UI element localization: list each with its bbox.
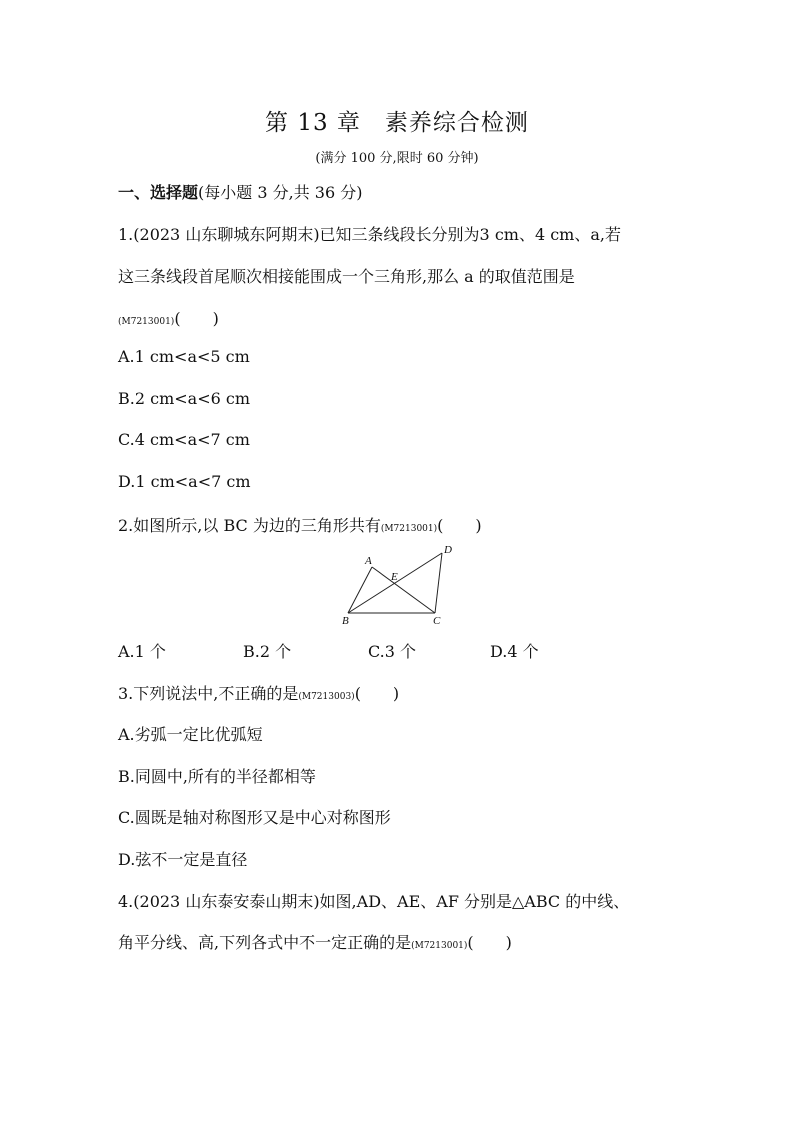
q1-option-a[interactable]: A.1 cm<a<5 cm bbox=[118, 347, 250, 366]
segment-ac bbox=[372, 567, 435, 613]
q4-stem-text: 角平分线、高,下列各式中不一定正确的是 bbox=[118, 933, 412, 952]
q3-stem-text: 3.下列说法中,不正确的是 bbox=[118, 684, 299, 703]
label-e: E bbox=[391, 571, 398, 583]
q1-answer-line bbox=[118, 306, 219, 329]
q1-option-d[interactable]: D.1 cm<a<7 cm bbox=[118, 472, 251, 491]
q2-option-d[interactable]: D.4 个 bbox=[490, 642, 539, 661]
q4-line1: 4.(2023 山东泰安泰山期末)如图,AD、AE、AF 分别是△ABC 的中线、 bbox=[118, 892, 630, 911]
q2-stem-text: 2.如图所示,以 BC 为边的三角形共有 bbox=[118, 516, 381, 535]
answer-paren[interactable]: ( ) bbox=[467, 933, 512, 952]
q3-option-a[interactable]: A.劣弧一定比优弧短 bbox=[118, 725, 263, 744]
q2-option-b[interactable]: B.2 个 bbox=[243, 642, 292, 661]
section-heading bbox=[118, 180, 362, 203]
question-code: (M7213001) bbox=[411, 941, 468, 951]
question-code: (M7213001) bbox=[118, 317, 175, 327]
q1-option-c[interactable]: C.4 cm<a<7 cm bbox=[118, 430, 250, 449]
segment-ab bbox=[348, 567, 372, 613]
q3-stem bbox=[118, 681, 399, 704]
segment-bd bbox=[348, 553, 442, 613]
label-a: A bbox=[365, 555, 372, 567]
label-c: C bbox=[433, 615, 441, 627]
q2-stem bbox=[118, 513, 482, 536]
label-b: B bbox=[342, 615, 349, 627]
q3-option-b[interactable]: B.同圆中,所有的半径都相等 bbox=[118, 767, 316, 786]
question-code: (M7213001) bbox=[380, 524, 438, 534]
label-d: D bbox=[444, 544, 452, 556]
section-note: (每小题 3 分,共 36 分) bbox=[198, 183, 363, 202]
answer-paren[interactable]: ( ) bbox=[437, 516, 482, 535]
segment-dc bbox=[435, 553, 442, 613]
answer-paren[interactable]: ( ) bbox=[174, 309, 219, 328]
answer-paren[interactable]: ( ) bbox=[354, 684, 400, 703]
q2-option-c[interactable]: C.3 个 bbox=[368, 642, 417, 661]
q1-line2: 这三条线段首尾顺次相接能围成一个三角形,那么 a 的取值范围是 bbox=[118, 267, 575, 286]
q3-option-c[interactable]: C.圆既是轴对称图形又是中心对称图形 bbox=[118, 808, 391, 827]
question-code: (M7213003) bbox=[298, 692, 355, 702]
triangle-figure bbox=[330, 540, 465, 630]
q2-option-a[interactable]: A.1 个 bbox=[118, 642, 166, 661]
section-title: 一、选择题 bbox=[118, 183, 199, 202]
q1-option-b[interactable]: B.2 cm<a<6 cm bbox=[118, 389, 250, 408]
q4-line2 bbox=[118, 930, 512, 953]
q3-option-d[interactable]: D.弦不一定是直径 bbox=[118, 850, 248, 869]
q1-line1: 1.(2023 山东聊城东阿期末)已知三条线段长分别为3 cm、4 cm、a,若 bbox=[118, 225, 621, 244]
exam-info: (满分 100 分,限时 60 分钟) bbox=[315, 151, 479, 166]
page-title: 第 13 章 素养综合检测 bbox=[265, 110, 529, 136]
